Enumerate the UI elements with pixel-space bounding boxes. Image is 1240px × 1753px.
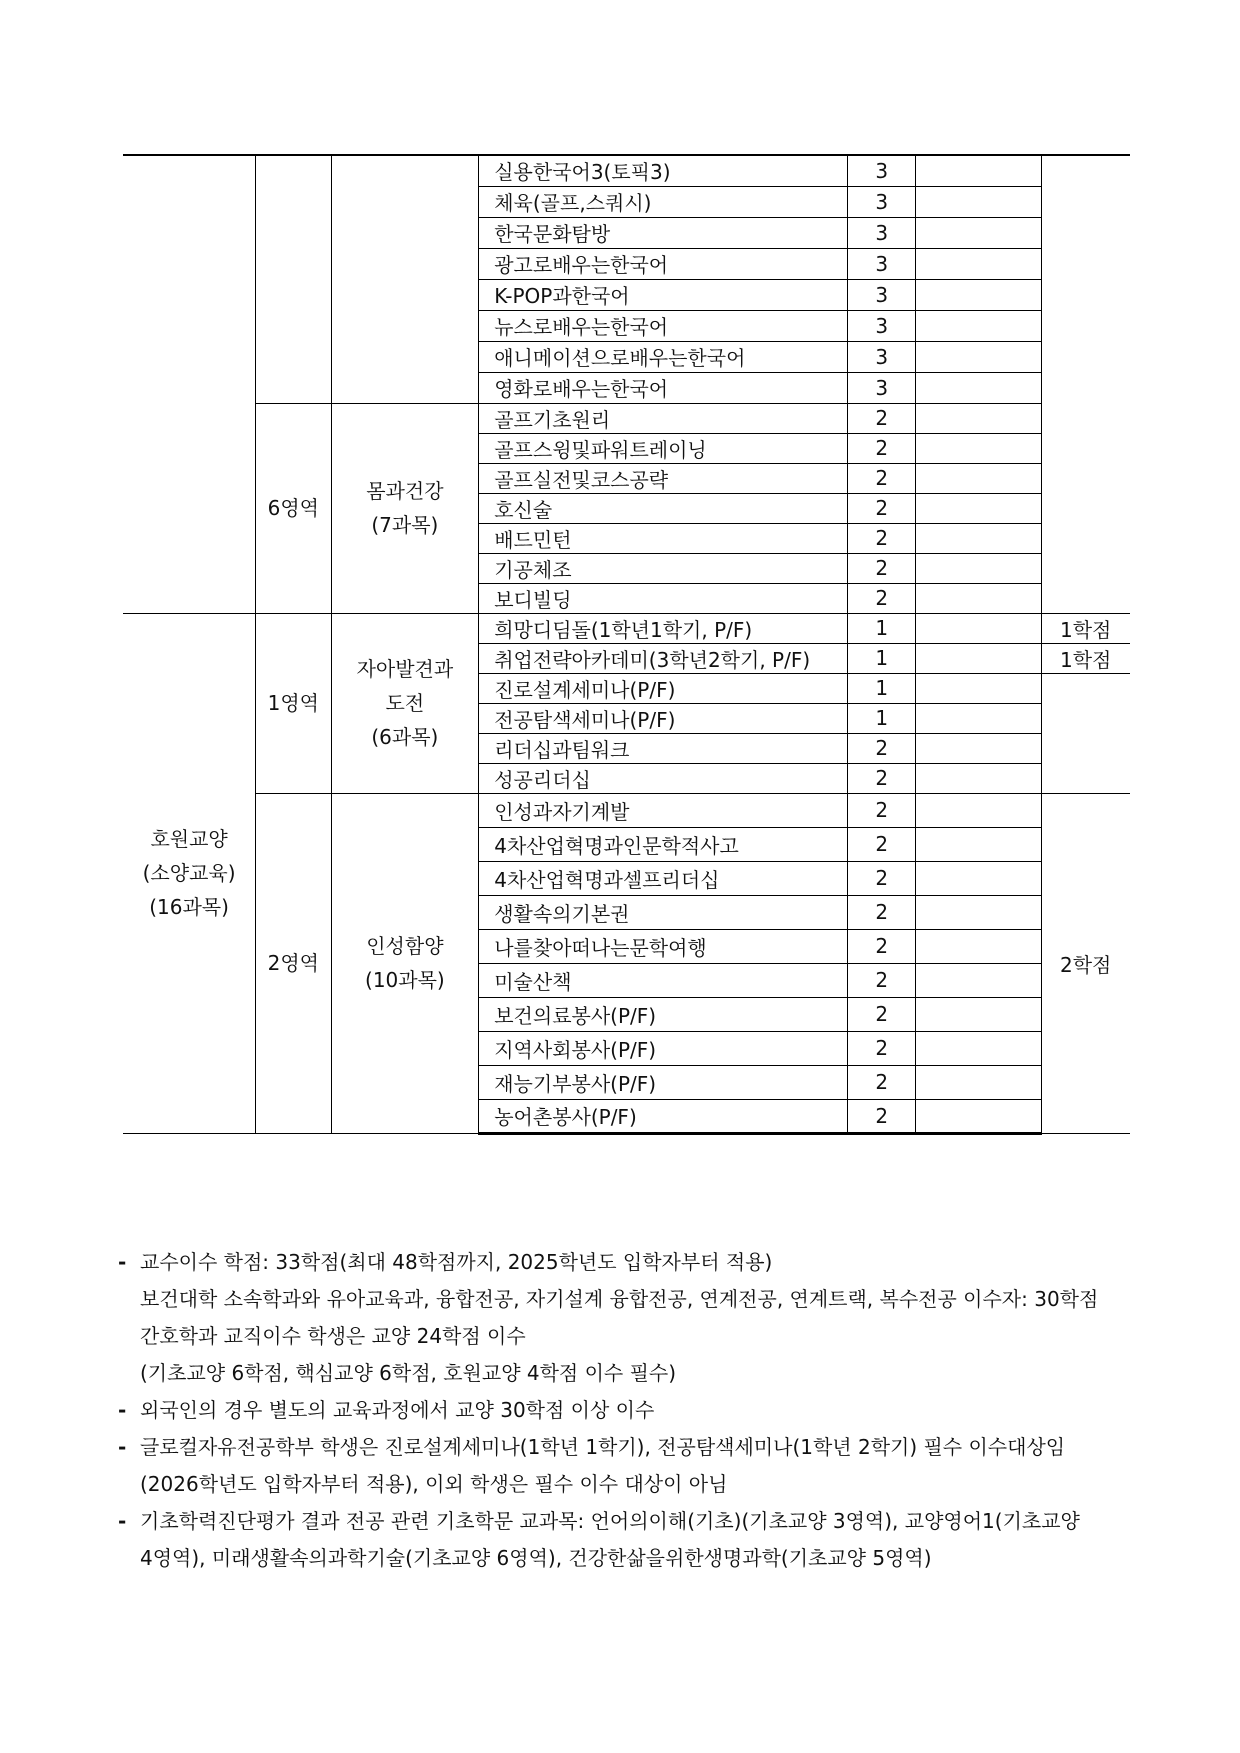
note-item [118,1244,1138,1281]
course-name: 골프스윙및파워트레이닝 [479,433,848,463]
course-name: 리더십과팀워크 [479,733,848,763]
blank-cell [916,583,1042,613]
note-text [140,1281,1138,1392]
course-credit: 2 [848,1031,916,1065]
course-name: 생활속의기본권 [479,895,848,929]
cell-line: 도전 [385,691,425,715]
course-credit: 1 [848,703,916,733]
blank-cell [916,793,1042,827]
blank-cell [916,827,1042,861]
course-credit: 2 [848,929,916,963]
note-line: 외국인의 경우 별도의 교육과정에서 교양 30학점 이상 이수 [140,1398,655,1422]
note-bullet: - [118,1509,127,1533]
course-credit: 2 [848,523,916,553]
cell-line: (소양교육) [142,861,236,885]
course-credit: 3 [848,279,916,310]
course-credit: 2 [848,895,916,929]
blank-cell [916,895,1042,929]
blank-cell [916,186,1042,217]
course-name: 호신술 [479,493,848,523]
course-name: 한국문화탐방 [479,217,848,248]
course-credit: 3 [848,341,916,372]
note-line: 교수이수 학점: 33학점(최대 48학점까지, 2025학년도 입학자부터 적용) [140,1250,773,1274]
course-credit: 2 [848,403,916,433]
note-line: 4영역), 미래생활속의과학기술(기초교양 6영역), 건강한삶을위한생명과학(기초교양 5영역) [140,1546,932,1570]
blank-cell [916,372,1042,403]
course-credit: 2 [848,827,916,861]
course-credit: 2 [848,1099,916,1133]
note-line: 보건대학 소속학과와 유아교육과, 융합전공, 자기설계 융합전공, 연계전공, 연계트랙, 복수전공 이수자: 30학점 [140,1287,1099,1311]
course-name: 기공체조 [479,553,848,583]
blank-cell [916,523,1042,553]
note-item [118,1392,1138,1429]
course-name: 성공리더십 [479,763,848,793]
course-name: 애니메이션으로배우는한국어 [479,341,848,372]
course-name: 뉴스로배우는한국어 [479,310,848,341]
notes-section [118,1244,1138,1577]
table-row [123,613,1130,643]
blank-cell [916,217,1042,248]
course-credit: 3 [848,217,916,248]
note-text [140,1244,1138,1281]
course-name: 4차산업혁명과셀프리더십 [479,861,848,895]
curriculum-table [123,154,1130,1135]
course-credit: 3 [848,155,916,186]
blank-cell [916,997,1042,1031]
note-bullet [118,1281,140,1392]
note-line: 기초학력진단평가 결과 전공 관련 기초학문 교과목: 언어의이해(기초)(기초교양 3영역), 교양영어1(기초교양 [140,1509,1080,1533]
note-line: (기초교양 6학점, 핵심교양 6학점, 호원교양 4학점 이수 필수) [140,1361,677,1385]
blank-cell [916,155,1042,186]
course-credit: 2 [848,997,916,1031]
subject-cell [331,403,479,613]
blank-cell [916,553,1042,583]
course-name: 전공탐색세미나(P/F) [479,703,848,733]
cell-line: (16과목) [149,895,229,919]
blank-cell [916,733,1042,763]
note-bullet: - [118,1398,127,1422]
cell-line: 몸과건강 [366,479,444,503]
course-credit: 3 [848,310,916,341]
course-credit: 2 [848,861,916,895]
subject-cell [331,155,479,403]
course-credit: 2 [848,493,916,523]
course-credit: 2 [848,733,916,763]
course-credit: 2 [848,583,916,613]
note-bullet: - [118,1250,127,1274]
course-name: 농어촌봉사(P/F) [479,1099,848,1133]
course-credit: 2 [848,463,916,493]
cell-line: 인성함양 [366,934,444,958]
blank-cell [916,463,1042,493]
category-cell [123,613,256,1133]
requirement-cell [1042,673,1131,793]
course-name: K-POP과한국어 [479,279,848,310]
course-credit: 2 [848,433,916,463]
course-name: 취업전략아카데미(3학년2학기, P/F) [479,643,848,673]
blank-cell [916,403,1042,433]
course-name: 보건의료봉사(P/F) [479,997,848,1031]
course-credit: 3 [848,248,916,279]
blank-cell [916,673,1042,703]
subject-cell [331,613,479,793]
table-row [123,403,1130,433]
note-bullet: - [118,1435,127,1459]
cell-line: (7과목) [371,513,439,537]
blank-cell [916,1065,1042,1099]
blank-cell [916,1031,1042,1065]
course-name: 진로설계세미나(P/F) [479,673,848,703]
course-name: 4차산업혁명과인문학적사고 [479,827,848,861]
area-cell [256,155,331,403]
area-cell: 6영역 [256,403,331,613]
blank-cell [916,963,1042,997]
category-cell [123,155,256,613]
requirement-cell [1042,155,1131,613]
course-name: 지역사회봉사(P/F) [479,1031,848,1065]
cell-line: 자아발견과 [356,657,454,681]
course-credit: 1 [848,673,916,703]
blank-cell [916,929,1042,963]
blank-cell [916,341,1042,372]
blank-cell [916,279,1042,310]
table-row [123,793,1130,827]
requirement-cell: 2학점 [1042,793,1131,1133]
note-line: 간호학과 교직이수 학생은 교양 24학점 이수 [140,1324,526,1348]
blank-cell [916,861,1042,895]
note-text [140,1429,1138,1503]
course-name: 인성과자기계발 [479,793,848,827]
course-name: 나를찾아떠나는문학여행 [479,929,848,963]
area-cell: 2영역 [256,793,331,1133]
course-credit: 2 [848,963,916,997]
note-item [118,1429,1138,1503]
course-name: 미술산책 [479,963,848,997]
note-text [140,1392,1138,1429]
cell-line: (6과목) [371,725,439,749]
blank-cell [916,248,1042,279]
course-credit: 1 [848,643,916,673]
course-name: 영화로배우는한국어 [479,372,848,403]
note-item [118,1503,1138,1577]
course-name: 체육(골프,스쿼시) [479,186,848,217]
course-credit: 1 [848,613,916,643]
course-name: 보디빌딩 [479,583,848,613]
note-text [140,1503,1138,1577]
table-row [123,155,1130,186]
course-name: 골프실전및코스공략 [479,463,848,493]
blank-cell [916,433,1042,463]
note-line: (2026학년도 입학자부터 적용), 이외 학생은 필수 이수 대상이 아님 [140,1472,728,1496]
course-credit: 2 [848,763,916,793]
cell-line: (10과목) [365,968,445,992]
blank-cell [916,643,1042,673]
area-cell: 1영역 [256,613,331,793]
course-credit: 2 [848,793,916,827]
course-credit: 3 [848,372,916,403]
course-credit: 3 [848,186,916,217]
blank-cell [916,310,1042,341]
course-name: 실용한국어3(토픽3) [479,155,848,186]
blank-cell [916,493,1042,523]
cell-line: 호원교양 [150,827,228,851]
course-name: 희망디딤돌(1학년1학기, P/F) [479,613,848,643]
subject-cell [331,793,479,1133]
course-name: 배드민턴 [479,523,848,553]
blank-cell [916,763,1042,793]
blank-cell [916,613,1042,643]
note-item [118,1281,1138,1392]
blank-cell [916,1099,1042,1133]
course-name: 재능기부봉사(P/F) [479,1065,848,1099]
blank-cell [916,703,1042,733]
requirement-cell: 1학점 [1042,643,1131,673]
requirement-cell: 1학점 [1042,613,1131,643]
course-credit: 2 [848,1065,916,1099]
note-line: 글로컬자유전공학부 학생은 진로설계세미나(1학년 1학기), 전공탐색세미나(1학년 2학기) 필수 이수대상임 [140,1435,1066,1459]
course-name: 골프기초원리 [479,403,848,433]
course-credit: 2 [848,553,916,583]
course-name: 광고로배우는한국어 [479,248,848,279]
